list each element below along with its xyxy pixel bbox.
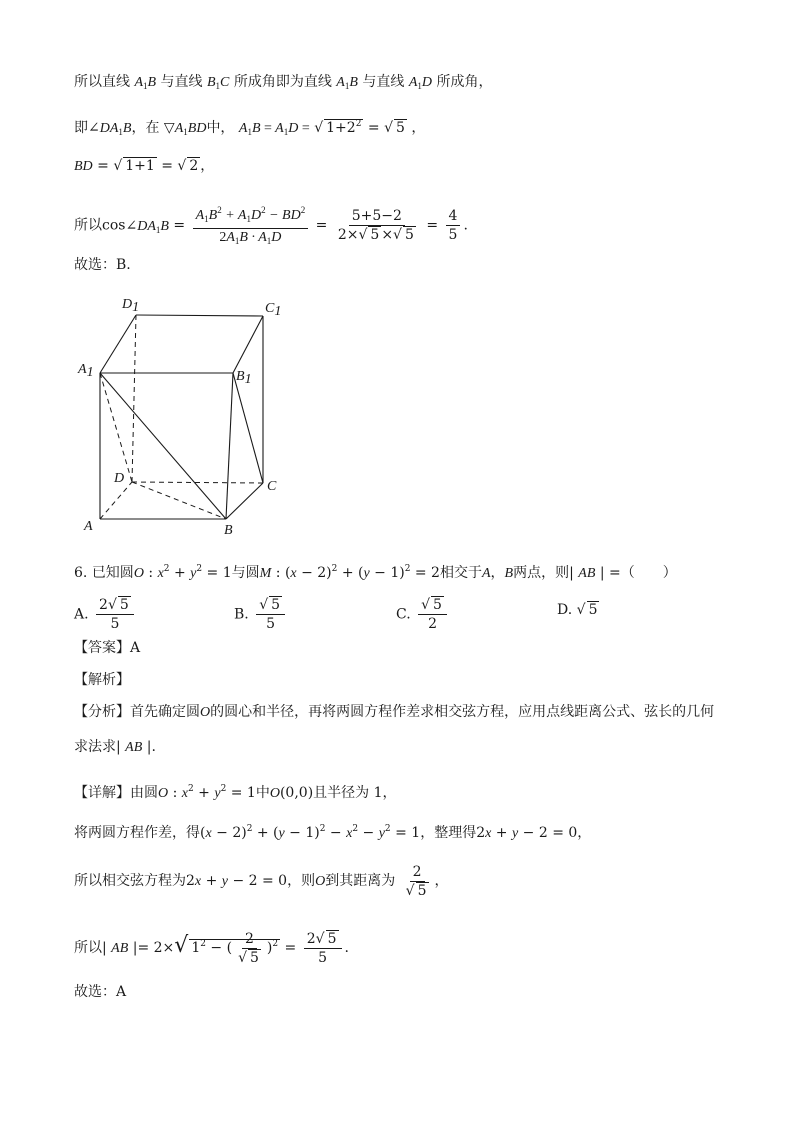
text: 所以直线: [74, 74, 130, 90]
label-b1: B1: [236, 369, 252, 387]
cube-figure: [74, 290, 304, 540]
text-line-3: BD = √ 1+1 = √ 2 ，: [74, 158, 215, 174]
text-line-1: 所以直线 $A_1B$ 与直线 $B_1C$ 所成角即为直线 $A_1B$ 与直线 $A_1D$ 所成角，: [74, 74, 493, 91]
text: 所以相交弦方程为: [74, 873, 186, 889]
text: 即: [74, 120, 88, 136]
text: 的圆心和半径，再将两圆方程作差求相交弦方程，应用点线距离公式、弦长的几何: [210, 704, 715, 720]
text: ，则: [287, 873, 316, 889]
hidden-edge-a1d: [100, 373, 132, 482]
text: 由圆: [130, 785, 158, 801]
text: 到其距离为: [325, 873, 396, 889]
label-d: D: [114, 471, 125, 486]
option-b: B. $\frac{√ 5}{5}$: [234, 596, 288, 633]
text: 已知圆: [91, 565, 134, 581]
fraction: $\frac{4}{5}$: [446, 207, 461, 244]
text: 所以: [74, 217, 102, 234]
text: 所以: [74, 940, 102, 956]
option-a: A. $\frac{2√ 5}{5}$: [74, 596, 137, 633]
text: 故选：B.: [74, 257, 131, 273]
text: （ ）: [620, 565, 677, 581]
text-line-2: 即$\angle DA_1B$，在 $▽A_1BD$中， $A_1B = A_1D$ = √ $1+2^2$ = √ 5 ，: [74, 119, 426, 137]
detail-line-4: 所以| AB |= 2×√ $1^2$ − ( $\frac{2}{√ 5}$ )$^2$ = $\frac{2√ 5}{5}$ .: [74, 930, 349, 966]
option-label: D.: [557, 602, 573, 618]
hidden-edge-dc: [132, 482, 263, 483]
detail-line-1: 【详解】由圆O : $x^2 + y^2 = 1$中O(0,0)且半径为 1，: [74, 784, 397, 801]
text: 中，: [206, 120, 235, 136]
detail-line-2: 将两圆方程作差，得$(x - 2)^2 + (y - 1)^2 - x^2 - y^2 = 1$，整理得2x + y − 2 = 0，: [74, 824, 592, 841]
label-c1: C1: [265, 301, 282, 319]
label-b: B: [224, 523, 233, 538]
edge-d1c1: [136, 315, 263, 316]
answer-value: A: [130, 640, 141, 656]
text-line-4: 所以$\cos\angle DA_1B$ = $\frac{A_1B^2 + A_1D^2 - BD^2}{2A_1B \cdot A_1D}$ = $\frac{5+5-2}{2\times√ 5 \times√ 5}$ = $\frac{4}{5}$ .: [74, 201, 468, 250]
option-d: D. √ 5: [557, 602, 598, 618]
fraction: $\frac{5+5-2}{2\times√ 5 \times√ 5}$: [337, 208, 414, 243]
fenxi-line-1: 【分析】首先确定圆O的圆心和半径，再将两圆方程作差求相交弦方程，应用点线距离公式、弦长的几何: [74, 704, 715, 720]
text: 两点，则: [513, 565, 570, 581]
text: 所成角，: [436, 74, 493, 90]
choose-line-1: [74, 255, 131, 275]
option-label: C.: [396, 606, 411, 623]
label-a1: A1: [78, 362, 94, 380]
hidden-edge-db: [132, 482, 226, 519]
label-a: A: [84, 519, 93, 534]
text: 且半径为 1，: [313, 785, 397, 801]
text: 首先确定圆: [130, 704, 200, 720]
answer-tag: 【答案】: [74, 640, 130, 656]
text: 与直线: [362, 74, 405, 90]
question-6: 6. 已知圆O : $x^2 + y^2 = 1$与圆M : $(x - 2)^2 + (y - 1)^2 = 2$相交于A，B两点，则| AB | =（ ）: [74, 564, 677, 581]
answer-line: [74, 638, 140, 658]
analysis-tag-line: [74, 670, 130, 690]
text: 与直线: [160, 74, 203, 90]
detail-tag: 【详解】: [74, 785, 130, 801]
hidden-edge-d1d: [132, 315, 136, 482]
fenxi-tag: 【分析】: [74, 704, 130, 720]
text: 中: [255, 785, 270, 801]
text: 所成角即为直线: [233, 74, 332, 90]
text: 相交于: [439, 565, 482, 581]
text: ，: [200, 158, 215, 174]
edge-b1b: [226, 373, 233, 519]
edge-bc: [226, 483, 263, 519]
detail-line-3: 所以相交弦方程为2x + y − 2 = 0，则O到其距离为 $\frac{2}{√ 5}$ ，: [74, 863, 449, 899]
text: ，整理得: [420, 825, 477, 841]
edge-d1a1: [100, 315, 136, 373]
option-label: B.: [234, 606, 249, 623]
text: 与圆: [231, 565, 260, 581]
fenxi-line-2: 求法求| AB |.: [74, 739, 156, 755]
text: ，在: [131, 120, 160, 136]
fraction: $\frac{A_1B^2 + A_1D^2 - BD^2}{2A_1B \cdot A_1D}$: [193, 201, 309, 250]
diagonal-b1c: [233, 373, 263, 483]
option-label: A.: [74, 606, 89, 623]
text: 求法求: [74, 739, 116, 755]
label-c: C: [267, 479, 277, 494]
text: 故选：A: [74, 984, 127, 1000]
label-d1: D1: [122, 297, 140, 315]
choose-line-2: [74, 982, 126, 1002]
hidden-edge-ad: [100, 482, 132, 519]
text: 将两圆方程作差，得: [74, 825, 200, 841]
analysis-tag: 【解析】: [74, 672, 130, 688]
option-c: C. $\frac{√ 5}{2}$: [396, 596, 450, 633]
edge-c1b1: [233, 316, 263, 373]
question-number: 6.: [74, 565, 88, 581]
